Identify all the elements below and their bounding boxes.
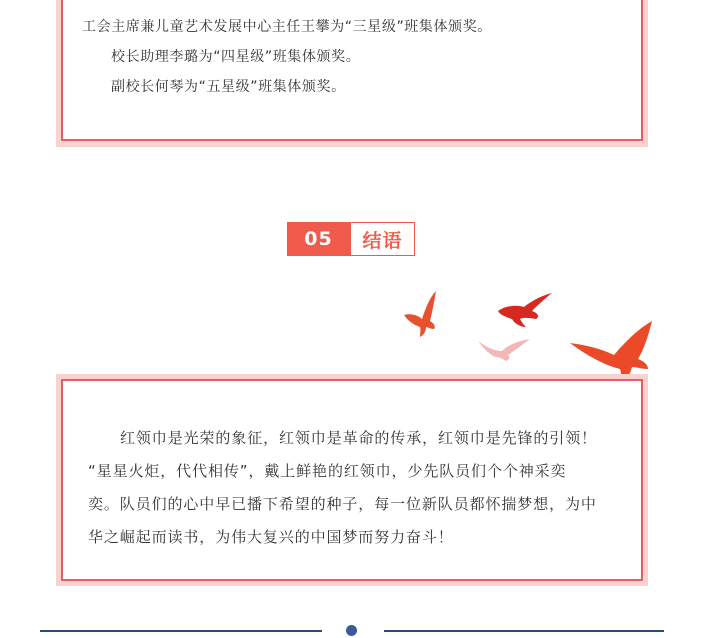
dove-icon xyxy=(478,339,530,361)
dove-icon xyxy=(498,293,552,327)
award-line-1: 工会主席兼儿童艺术发展中心主任王攀为“三星级”班集体颁奖。 xyxy=(82,19,492,35)
section-title: 结语 xyxy=(350,222,415,256)
footer-dot xyxy=(346,625,357,636)
closing-paragraph xyxy=(88,422,636,554)
closing-line-3: 奕。队员们的心中早已播下希望的种子，每一位新队员都怀揣梦想，为中 xyxy=(88,495,597,513)
dove-icon xyxy=(404,291,436,337)
section-heading xyxy=(287,222,415,256)
closing-line-2: “星星火炬，代代相传”，戴上鲜艳的红领巾，少先队员们个个神采奕 xyxy=(88,462,567,480)
award-line-2: 校长助理李璐为“四星级”班集体颁奖。 xyxy=(111,49,361,65)
section-number: 05 xyxy=(287,222,350,256)
closing-line-1: 红领巾是光荣的象征，红领巾是革命的传承，红领巾是先锋的引领！ xyxy=(120,429,598,447)
footer-divider-left xyxy=(40,630,322,632)
closing-line-4: 华之崛起而读书，为伟大复兴的中国梦而努力奋斗！ xyxy=(88,528,454,546)
footer-divider-right xyxy=(384,630,664,632)
award-line-3: 副校长何琴为“五星级”班集体颁奖。 xyxy=(111,79,346,95)
